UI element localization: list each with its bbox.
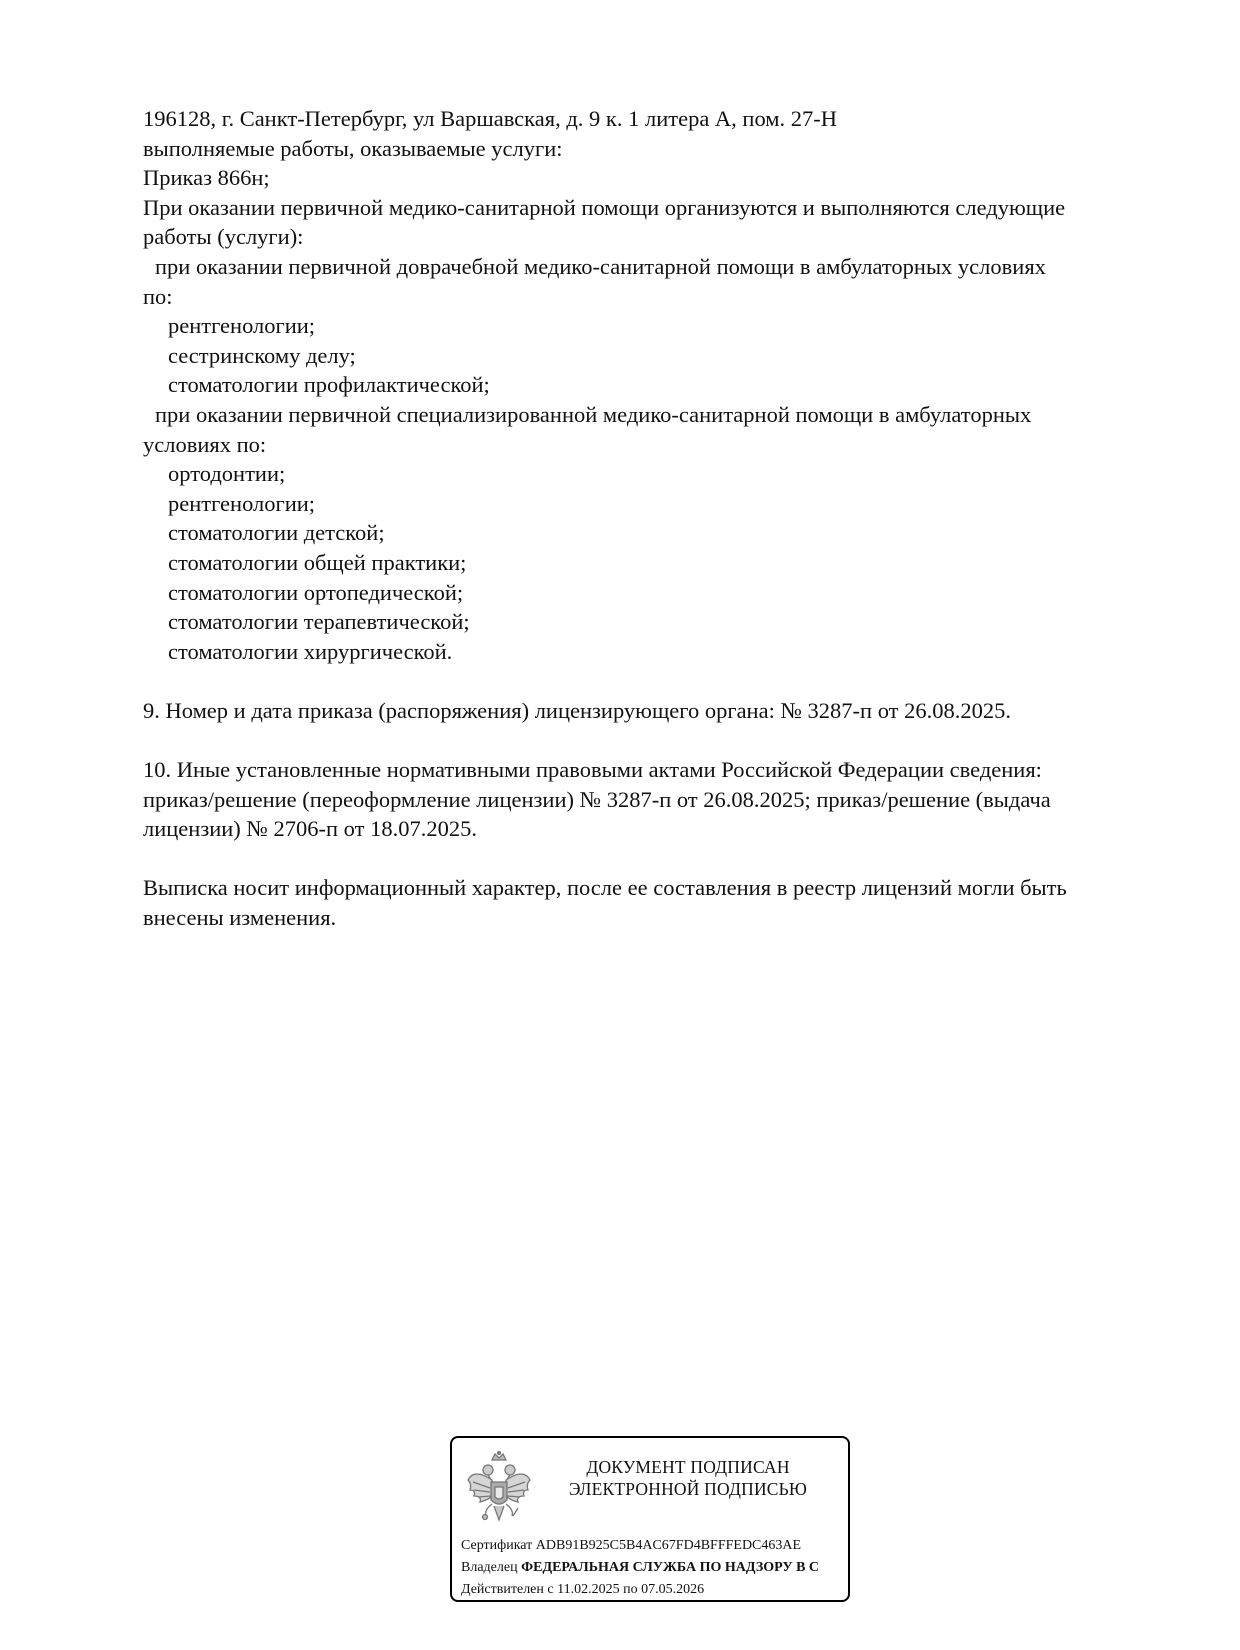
works-heading: выполняемые работы, оказываемые услуги: [143,135,563,161]
service-list-item: стоматологии хирургической. [168,638,453,664]
prenatal-care-line-cont: по: [143,283,173,309]
owner-row [461,1560,850,1576]
primary-care-line: При оказании первичной медико-санитарной помощи организуются и выполняются следующие [143,194,1066,220]
service-list-item: сестринскому делу; [168,342,356,368]
validity-row: Действителен с 11.02.2025 по 07.05.2026 [461,1582,705,1597]
e-signature-stamp [450,1436,850,1602]
service-list-item: стоматологии профилактической; [168,372,490,398]
russian-coat-of-arms-icon [464,1450,534,1530]
primary-care-line-cont: работы (услуги): [143,224,304,250]
service-list-item: стоматологии терапевтической; [168,609,470,635]
paragraph-gap [143,725,1153,755]
disclaimer-line: Выписка носит информационный характер, после ее составления в реестр лицензий могли быть [143,875,1067,901]
service-list-item: рентгенологии; [168,490,316,516]
stamp-title [548,1456,828,1500]
service-list-item: стоматологии ортопедической; [168,579,464,605]
certificate-label: Сертификат [461,1538,533,1553]
item-10-line: 10. Иные установленные нормативными правовыми актами Российской Федерации сведения: [143,757,1042,783]
address-line: 196128, г. Санкт-Петербург, ул Варшавская, д. 9 к. 1 литера А, пом. 27-Н [143,106,838,131]
certificate-value: ADB91B925C5B4AC67FD4BFFFEDC463AE [535,1538,802,1553]
document-body [143,104,1153,933]
owner-value: ФЕДЕРАЛЬНАЯ СЛУЖБА ПО НАДЗОРУ В С [521,1560,820,1575]
specialized-care-line-cont: условиях по: [143,431,267,457]
service-list-item: стоматологии детской; [168,520,385,546]
item-9: 9. Номер и дата приказа (распоряжения) лицензирующего органа: № 3287-п от 26.08.2025. [143,697,1011,723]
stamp-title-line: ДОКУМЕНТ ПОДПИСАН [586,1457,790,1477]
paragraph-gap [143,666,1153,696]
service-list-item: стоматологии общей практики; [168,549,467,575]
stamp-title-line: ЭЛЕКТРОННОЙ ПОДПИСЬЮ [568,1479,808,1499]
paragraph-gap [143,844,1153,874]
prenatal-care-line: при оказании первичной доврачебной медико-санитарной помощи в амбулаторных условиях [155,253,1046,279]
specialized-care-line: при оказании первичной специализированной медико-санитарной помощи в амбулаторных [155,401,1032,427]
order-line: Приказ 866н; [143,165,270,191]
certificate-row [461,1538,850,1554]
owner-label: Владелец [461,1560,518,1575]
service-list-item: ортодонтии; [168,461,286,487]
item-10-line: лицензии) № 2706-п от 18.07.2025. [143,816,477,842]
item-10-line: приказ/решение (переоформление лицензии) № 3287-п от 26.08.2025; приказ/решение (выдача [143,786,1051,812]
disclaimer-line: внесены изменения. [143,905,337,931]
service-list-item: рентгенологии; [168,313,316,339]
